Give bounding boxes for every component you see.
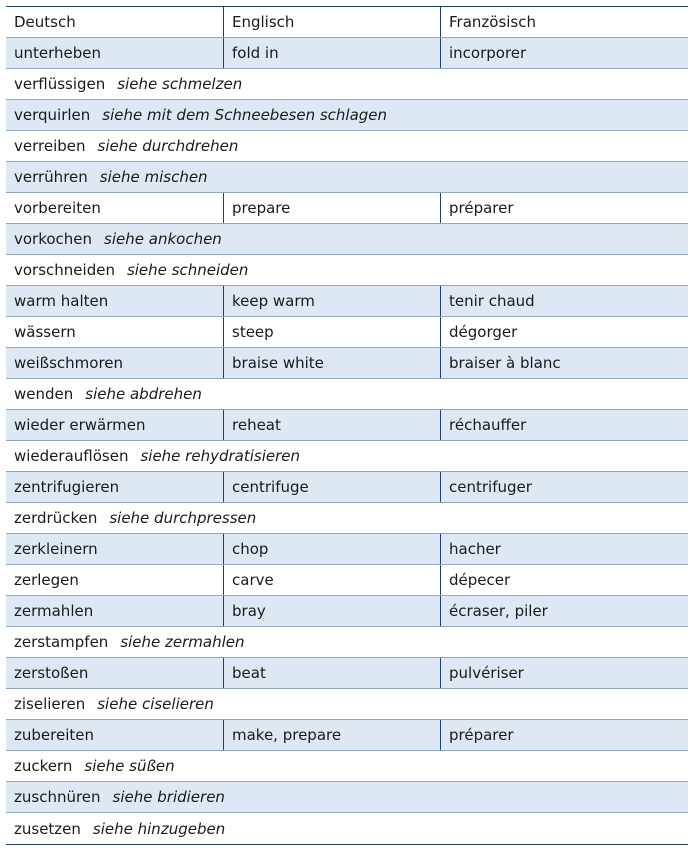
table-row — [6, 782, 688, 813]
cell-englisch: make, prepare — [223, 720, 440, 750]
cell-deutsch: wenden — [14, 385, 74, 403]
table-row — [6, 472, 688, 503]
table-row — [6, 565, 688, 596]
cell-deutsch: zuckern — [14, 757, 73, 775]
cell-englisch: carve — [223, 565, 440, 595]
header-englisch: Englisch — [223, 7, 440, 37]
cell-deutsch: weißschmoren — [14, 354, 124, 372]
cross-reference: siehe durchdrehen — [97, 137, 239, 155]
cell-deutsch: zerstoßen — [14, 664, 89, 682]
cross-reference-cell — [6, 131, 688, 161]
cell-deutsch: zerstampfen — [14, 633, 109, 651]
cell-franzoesisch: centrifuger — [440, 472, 688, 502]
cell-franzoesisch: préparer — [440, 720, 688, 750]
table-row — [6, 596, 688, 627]
cross-reference-cell — [6, 689, 688, 719]
cell-englisch: bray — [223, 596, 440, 626]
table-row — [6, 658, 688, 689]
table-row — [6, 720, 688, 751]
cross-reference: siehe mit dem Schneebesen schlagen — [102, 106, 388, 124]
cell-deutsch: zermahlen — [14, 602, 94, 620]
cell-franzoesisch: braiser à blanc — [440, 348, 688, 378]
cell-franzoesisch: pulvériser — [440, 658, 688, 688]
cell-franzoesisch: incorporer — [440, 38, 688, 68]
header-franzoesisch: Französisch — [440, 7, 688, 37]
cross-reference-cell — [6, 69, 688, 99]
cell-deutsch: vorkochen — [14, 230, 93, 248]
cross-reference-cell — [6, 379, 688, 409]
cross-reference: siehe schmelzen — [117, 75, 243, 93]
cross-reference: siehe schneiden — [126, 261, 249, 279]
cross-reference: siehe rehydratisieren — [140, 447, 301, 465]
cross-reference-cell — [6, 782, 688, 812]
cell-englisch: centrifuge — [223, 472, 440, 502]
cell-deutsch: verreiben — [14, 137, 86, 155]
cell-franzoesisch: dégorger — [440, 317, 688, 347]
cell-deutsch: zerdrücken — [14, 509, 98, 527]
cell-franzoesisch: hacher — [440, 534, 688, 564]
cross-reference: siehe zermahlen — [120, 633, 245, 651]
cell-deutsch: zentrifugieren — [14, 478, 120, 496]
cell-englisch: chop — [223, 534, 440, 564]
table-row — [6, 379, 688, 410]
cell-deutsch: zerkleinern — [14, 540, 98, 558]
table-row — [6, 255, 688, 286]
cell-deutsch: zubereiten — [14, 726, 94, 744]
cross-reference: siehe ankochen — [104, 230, 222, 248]
cross-reference: siehe bridieren — [112, 788, 225, 806]
vocabulary-table — [6, 6, 688, 845]
table-row — [6, 193, 688, 224]
cell-deutsch: zusetzen — [14, 819, 81, 838]
cross-reference-cell — [6, 627, 688, 657]
cross-reference: siehe abdrehen — [85, 385, 202, 403]
table-row — [6, 38, 688, 69]
table-row — [6, 813, 688, 844]
table-row — [6, 441, 688, 472]
table-row — [6, 162, 688, 193]
cell-franzoesisch: dépecer — [440, 565, 688, 595]
header-deutsch: Deutsch — [14, 13, 76, 31]
table-row — [6, 348, 688, 379]
cell-franzoesisch: tenir chaud — [440, 286, 688, 316]
cell-englisch: steep — [223, 317, 440, 347]
cell-deutsch: verrühren — [14, 168, 88, 186]
table-row — [6, 534, 688, 565]
cross-reference-cell — [6, 751, 688, 781]
cell-deutsch: wiederauflösen — [14, 447, 129, 465]
cross-reference: siehe mischen — [99, 168, 208, 186]
cell-deutsch: ziselieren — [14, 695, 86, 713]
cell-englisch: fold in — [223, 38, 440, 68]
cell-englisch: beat — [223, 658, 440, 688]
table-row — [6, 751, 688, 782]
cell-englisch: keep warm — [223, 286, 440, 316]
cross-reference-cell — [6, 255, 688, 285]
cell-deutsch: warm halten — [14, 292, 109, 310]
cell-franzoesisch: réchauffer — [440, 410, 688, 440]
table-header-row — [6, 7, 688, 38]
cell-deutsch: vorbereiten — [14, 199, 101, 217]
cell-franzoesisch: préparer — [440, 193, 688, 223]
cross-reference: siehe süßen — [84, 757, 175, 775]
table-row — [6, 503, 688, 534]
table-row — [6, 317, 688, 348]
cross-reference-cell — [6, 162, 688, 192]
cell-deutsch: wässern — [14, 323, 76, 341]
cell-deutsch: unterheben — [14, 44, 102, 62]
table-row — [6, 286, 688, 317]
cross-reference: siehe ciselieren — [97, 695, 214, 713]
cell-deutsch: zuschnüren — [14, 788, 101, 806]
table-row — [6, 627, 688, 658]
cell-englisch: prepare — [223, 193, 440, 223]
cross-reference: siehe hinzugeben — [92, 819, 226, 838]
cell-deutsch: verflüssigen — [14, 75, 106, 93]
table-row — [6, 224, 688, 255]
cell-englisch: braise white — [223, 348, 440, 378]
cross-reference-cell — [6, 813, 688, 844]
cross-reference: siehe durchpressen — [109, 509, 257, 527]
cell-englisch: reheat — [223, 410, 440, 440]
table-body — [6, 38, 688, 844]
cross-reference-cell — [6, 224, 688, 254]
cell-franzoesisch: écraser, piler — [440, 596, 688, 626]
cell-deutsch: verquirlen — [14, 106, 91, 124]
table-row — [6, 69, 688, 100]
cross-reference-cell — [6, 503, 688, 533]
table-row — [6, 100, 688, 131]
table-row — [6, 689, 688, 720]
table-row — [6, 131, 688, 162]
cell-deutsch: wieder erwärmen — [14, 416, 146, 434]
cell-deutsch: zerlegen — [14, 571, 79, 589]
cell-deutsch: vorschneiden — [14, 261, 115, 279]
table-row — [6, 410, 688, 441]
cross-reference-cell — [6, 100, 688, 130]
cross-reference-cell — [6, 441, 688, 471]
